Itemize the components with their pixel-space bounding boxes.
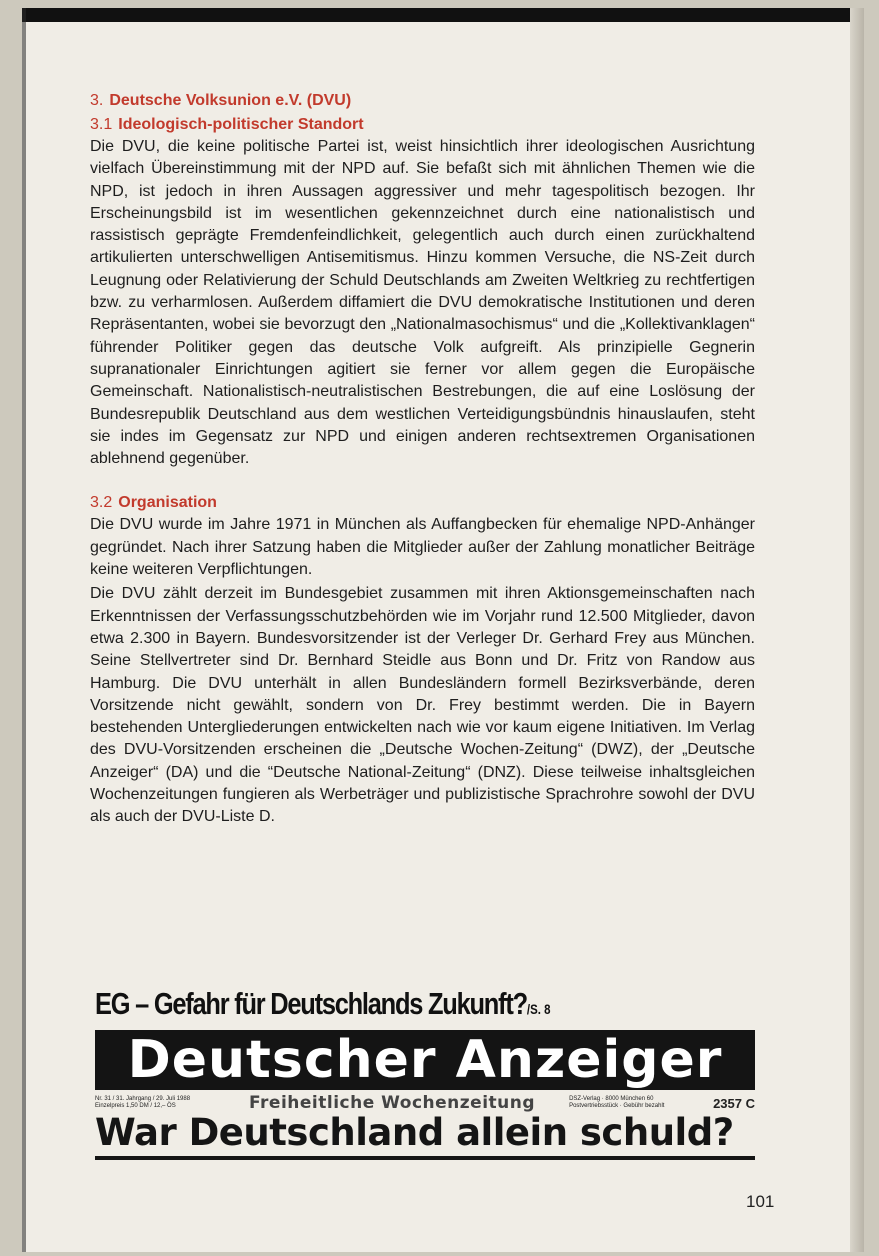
page-number: 101 bbox=[746, 1192, 775, 1211]
section-title: Organisation bbox=[118, 494, 217, 512]
section-number: 3. bbox=[90, 92, 104, 109]
section-title: Deutsche Volksunion e.V. (DVU) bbox=[109, 92, 352, 109]
clipping-top-headline: EG – Gefahr für Deutschlands Zukunft?/S. 8 bbox=[95, 986, 551, 1021]
publisher-info: DSZ-Verlag · 8000 München 60 Postvertriebsstück · Gebühr bezahlt bbox=[569, 1096, 665, 1109]
section-title: Ideologisch-politischer Standort bbox=[118, 116, 364, 133]
top-edge-bar bbox=[22, 8, 864, 22]
clipping-main-headline: War Deutschland allein schuld? bbox=[95, 1113, 755, 1160]
paragraph-membership: Die DVU zählt derzeit im Bundesgebiet zusammen mit ihren Aktionsgemeinschaften nach Erkenntnissen der Verfassungsschutzbehörden wie im Vorjahr rund 12.500 Mitglieder, davon etwa 2.300 in Bayern. Bundesvorsitzender ist der Verleger Dr. Gerhard Frey aus München. Seine Stellvertreter sind Dr. Bernhard Steidle aus Bonn und Dr. Fritz von Randow aus Hamburg. Die DVU unterhält in allen Bundesländern formell Bezirksverbände, deren Vorsitzende nicht gewählt, sondern von Dr. Frey bestimmt werden. Die in Bayern bestehenden Untergliederungen entwickelten nach wie vor kaum eigene Initiativen. Im Verlag des DVU-Vorsitzenden erscheinen die „Deutsche Wochen-Zeitung“ (DWZ), der „Deutsche Anzeiger“ (DA) und die “Deutsche National-Zeitung“ (DNZ). Diese teilweise inhaltsgleichen Wochenzeitungen fungieren als Werbeträger und publizistische Sprachrohre sowohl der DVU als auch der DVU-Liste D. bbox=[90, 585, 755, 826]
main-text bbox=[90, 90, 755, 829]
section-3-1-heading bbox=[90, 114, 755, 136]
section-number: 3.2 bbox=[90, 494, 113, 512]
newspaper-masthead: Deutscher Anzeiger bbox=[95, 1030, 755, 1090]
section-number: 3.1 bbox=[90, 116, 113, 133]
right-edge-shadow bbox=[850, 8, 864, 1252]
newspaper-clipping bbox=[95, 986, 775, 1160]
left-edge-shadow bbox=[22, 8, 26, 1252]
newspaper-subtitle: Freiheitliche Wochenzeitung bbox=[249, 1092, 536, 1113]
page-reference: /S. 8 bbox=[526, 1001, 551, 1017]
section-3-heading bbox=[90, 90, 755, 112]
section-3-2-heading bbox=[90, 492, 755, 514]
postal-code: 2357 C bbox=[713, 1095, 755, 1111]
issue-info: Nr. 31 / 31. Jahrgang / 29. Juli 1988 Einzelpreis 1,50 DM / 12,– ÖS bbox=[95, 1096, 191, 1109]
paragraph-founding: Die DVU wurde im Jahre 1971 in München als Auffangbecken für ehemalige NPD-Anhänger gegründet. Nach ihrer Satzung haben die Mitglieder außer der Zahlung monatlicher Beiträge keine weiteren Verpflichtungen. bbox=[90, 516, 755, 579]
paragraph-ideology: Die DVU, die keine politische Partei ist, weist hinsichtlich ihrer ideologischen Ausrichtung vielfach Übereinstimmung mit der NPD auf. Sie befaßt sich mit ähnlichen Themen wie die NPD, ist jedoch in ihren Aussagen aggressiver und mehr tagespolitisch bezogen. Ihr Erscheinungsbild ist im wesentlichen gekennzeichnet durch eine nationalistisch und rassistisch geprägte Fremdenfeindlichkeit, gelegentlich auch durch einen zurückhaltend artikulierten unterschwelligen Antisemitismus. Hinzu kommen Versuche, die NS-Zeit durch Leugnung oder Relativierung der Schuld Deutschlands am Zweiten Weltkrieg zu rechtfertigen bzw. zu verharmlosen. Außerdem diffamiert die DVU demokratische Institutionen und deren Repräsentanten, wobei sie bevorzugt den „Nationalmasochismus“ und die „Kollektivanklagen“ führender Politiker gegen das deutsche Volk aufgreift. Als prinzipielle Gegnerin supranationaler Einrichtungen agitiert sie ferner vor allem gegen die Europäische Gemeinschaft. Nationalistisch-neutralistischen Bestrebungen, die auf eine Loslösung der Bundesrepublik Deutschland aus dem westlichen Verteidigungsbündnis hinauslaufen, steht sie indes im Gegensatz zur NPD und einigen anderen rechtsextremen Organisationen ablehnend gegenüber. bbox=[90, 138, 755, 468]
masthead-info-row bbox=[95, 1092, 755, 1113]
